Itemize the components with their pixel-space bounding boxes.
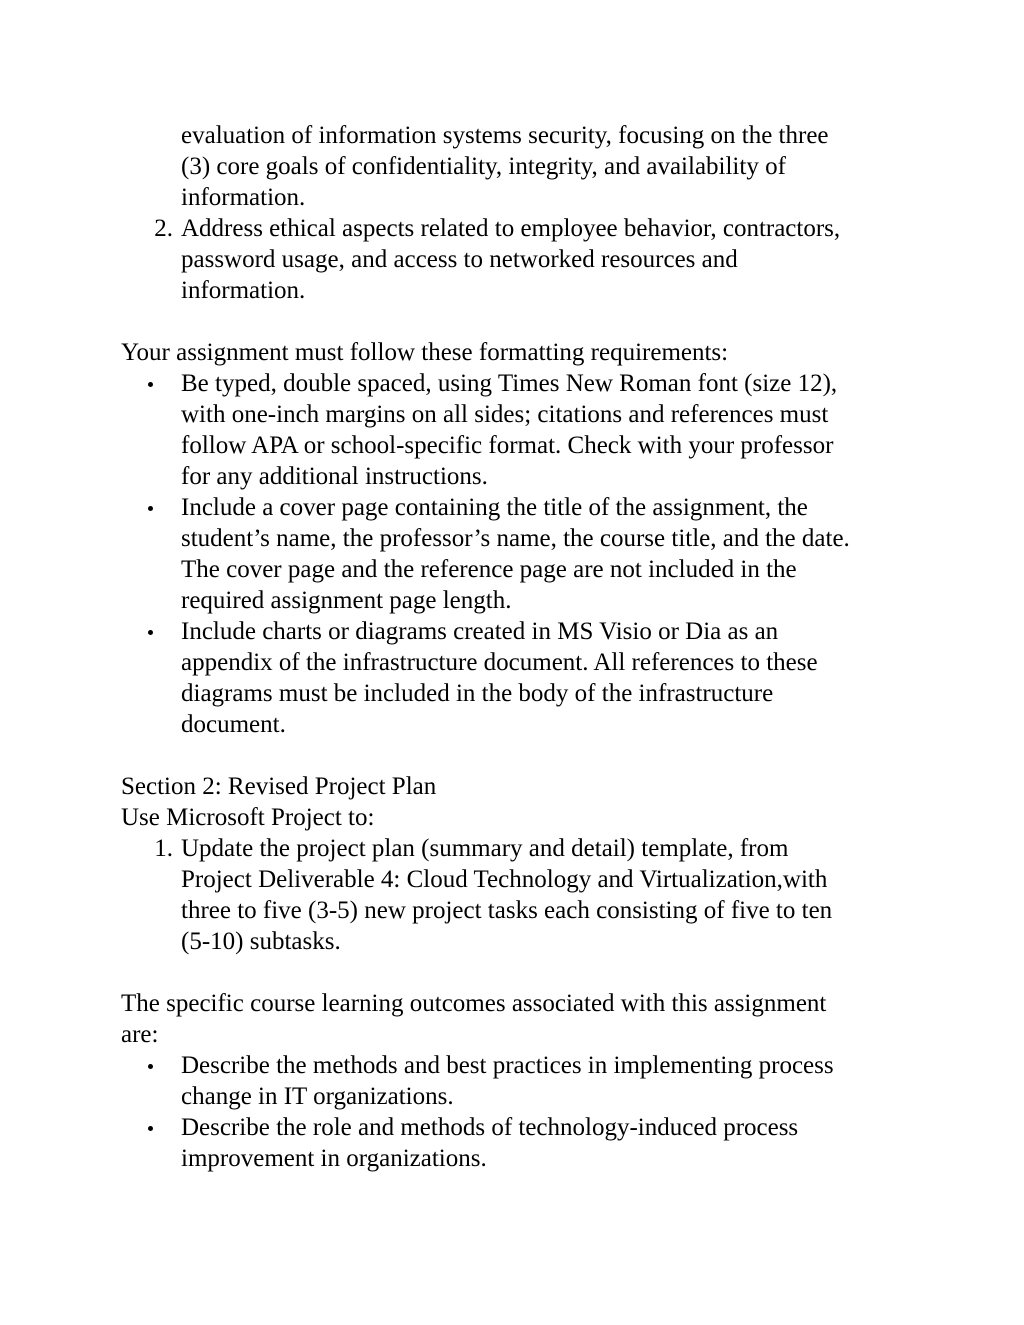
- text-line: (5-10) subtasks.: [181, 928, 341, 955]
- list-number: 1.: [154, 835, 173, 862]
- outcomes-intro-line: The specific course learning outcomes associated with this assignment: [121, 990, 827, 1017]
- bullet-item: [121, 1112, 921, 1174]
- outcomes-intro-line: are:: [121, 1021, 159, 1048]
- text-line: information.: [181, 277, 306, 304]
- text-line: Project Deliverable 4: Cloud Technology and Virtualization,with: [181, 866, 828, 893]
- text-line: Update the project plan (summary and detail) template, from: [181, 835, 789, 862]
- paragraph-spacer: [121, 306, 921, 337]
- text-line: required assignment page length.: [181, 587, 512, 614]
- text-line: Describe the role and methods of technology-induced process: [181, 1114, 799, 1141]
- text-line: Address ethical aspects related to employee behavior, contractors,: [181, 215, 841, 242]
- section-heading: Section 2: Revised Project Plan: [121, 773, 437, 800]
- list-item-1: [121, 833, 921, 957]
- text-line: evaluation of information systems security, focusing on the three: [181, 122, 829, 149]
- text-line: information.: [181, 184, 306, 211]
- paragraph-spacer: [121, 740, 921, 771]
- bullet-item: [121, 368, 921, 492]
- section-intro: Use Microsoft Project to:: [121, 804, 375, 831]
- text-line: for any additional instructions.: [181, 463, 488, 490]
- text-line: student’s name, the professor’s name, the course title, and the date.: [181, 525, 850, 552]
- text-line: follow APA or school-specific format. Check with your professor: [181, 432, 834, 459]
- bullet-icon: [148, 1126, 153, 1131]
- list-number: 2.: [154, 215, 173, 242]
- text-line: (3) core goals of confidentiality, integrity, and availability of: [181, 153, 786, 180]
- text-line: diagrams must be included in the body of the infrastructure: [181, 680, 774, 707]
- text-line: three to five (3-5) new project tasks each consisting of five to ten: [181, 897, 833, 924]
- bullet-icon: [148, 630, 153, 635]
- text-line: password usage, and access to networked resources and: [181, 246, 738, 273]
- text-line: improvement in organizations.: [181, 1145, 487, 1172]
- text-line: document.: [181, 711, 286, 738]
- text-line: Include charts or diagrams created in MS Visio or Dia as an: [181, 618, 779, 645]
- text-line: appendix of the infrastructure document. All references to these: [181, 649, 818, 676]
- bullet-item: [121, 492, 921, 616]
- text-line: The cover page and the reference page are not included in the: [181, 556, 797, 583]
- document-body: [121, 120, 921, 1174]
- text-line: change in IT organizations.: [181, 1083, 454, 1110]
- bullet-item: [121, 1050, 921, 1112]
- formatting-intro: Your assignment must follow these formatting requirements:: [121, 339, 729, 366]
- text-line: Be typed, double spaced, using Times New Roman font (size 12),: [181, 370, 838, 397]
- bullet-icon: [148, 506, 153, 511]
- bullet-icon: [148, 382, 153, 387]
- text-line: Include a cover page containing the title of the assignment, the: [181, 494, 808, 521]
- text-line: with one-inch margins on all sides; citations and references must: [181, 401, 829, 428]
- bullet-item: [121, 616, 921, 740]
- bullet-icon: [148, 1064, 153, 1069]
- list-item-2: [121, 213, 921, 306]
- text-line: Describe the methods and best practices in implementing process: [181, 1052, 834, 1079]
- list-item-continued: [121, 120, 921, 213]
- paragraph-spacer: [121, 957, 921, 988]
